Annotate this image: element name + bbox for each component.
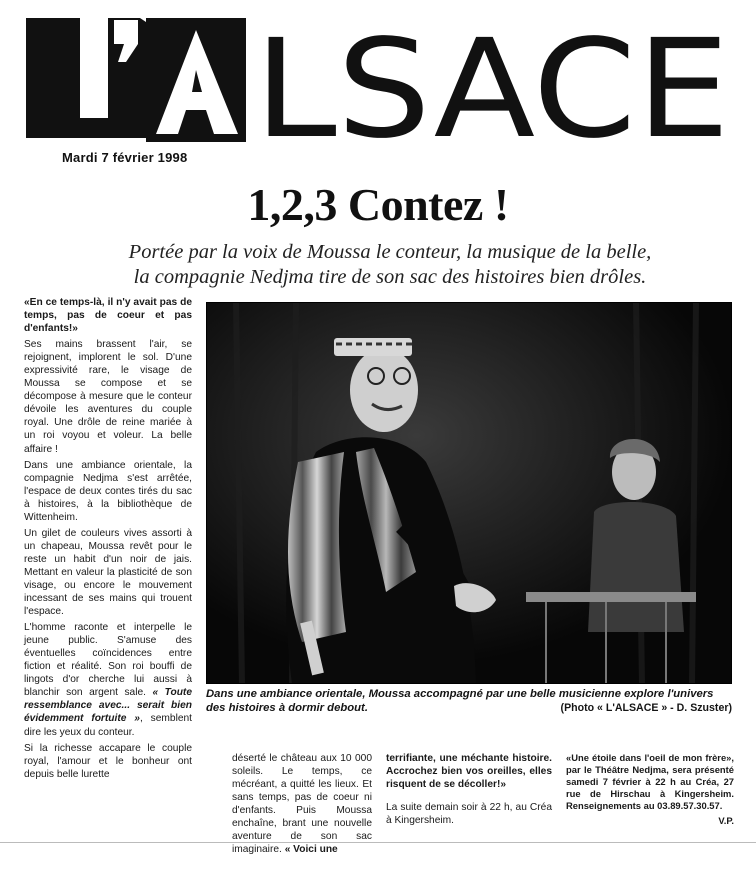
divider [0, 842, 756, 843]
paragraph [24, 621, 192, 738]
paragraph: Si la richesse accapare le couple royal, l'amour et le bonheur ont depuis belle lurette [24, 742, 192, 780]
author-signature: V.P. [718, 815, 734, 826]
masthead-wordmark: LSACE [254, 14, 730, 154]
paragraph-text: déserté le château aux 10 000 soleils. Le temps, ce mécréant, a quitté les lieux. Et sans temps, pas de coeur ni d'enfants. Puis Moussa enchaîne, brant une nouvelle aventure de son sac imaginaire. [232, 753, 372, 856]
publication-date: Mardi 7 février 1998 [62, 150, 188, 165]
article-column-1 [24, 296, 192, 784]
paragraph: Ses mains brassent l'air, se rejoignent, implorent le sol. D'une expressivité rare, le visage de Moussa se compose et se décompose à mesure que le conteur dévoile les aventures du couple royal. Une drôle de reine mariée à un roi voyou et voleur. La belle affaire ! [24, 339, 192, 455]
paragraph: Un gilet de couleurs vives assorti à un chapeau, Moussa revêt pour le reste un habit d'un noir de jais. Mettant en valeur la plasticité de son visage, ou encore le mouvement incessant de ses mains qui trouent l'espace. [24, 527, 192, 618]
photo-illustration [206, 302, 732, 684]
stage-photo [206, 302, 732, 684]
paragraph: Dans une ambiance orientale, la compagnie Nedjma s'est arrêtée, l'espace de deux contes tirés du sac à histoires, à la bibliothèque de Wittenheim. [24, 459, 192, 523]
paragraph: La suite demain soir à 22 h, au Créa à Kingersheim. [386, 802, 552, 827]
quote-text: « Toute ressemblance avec... serait bien évidemment fortuite » [24, 687, 192, 725]
photo-caption [206, 688, 732, 716]
standfirst-line-1: Portée par la voix de Moussa le conteur, la musique de la belle, [128, 241, 652, 263]
headline: 1,2,3 Contez ! [247, 179, 509, 230]
photo-credit: (Photo « L'ALSACE » - D. Szuster) [560, 702, 732, 714]
quote-text: « Voici une [284, 844, 338, 856]
paragraph-text: , semblent dire les yeux du conteur. [24, 713, 192, 738]
paragraph-text: L'homme raconte et interpelle le jeune public. S'amuse des éventuelles coïncidences entre fiction et réalité. Son roi bouffi de lingots d'or cherche lui aussi à blanchir son argent sale. [24, 622, 192, 699]
quote-text: terrifiante, une méchante histoire. Accrochez bien vos oreilles, elles risquent de se décoller!» [386, 753, 552, 791]
article-column-2 [232, 752, 372, 859]
caption-text: Dans une ambiance orientale, Moussa accompagné par une belle musicienne explore l'univers des histoires à dormir debout. [206, 688, 714, 714]
masthead-logo [22, 14, 734, 154]
article-column-3 [386, 752, 552, 830]
paragraph [232, 752, 372, 856]
standfirst [40, 240, 740, 290]
event-info-text: «Une étoile dans l'oeil de mon frère», par le Théâtre Nedjma, sera présenté samedi 7 février à 22 h au Créa, 27 rue de Hirschau à Kingersheim. Renseignements au 03.89.57.30.57. [566, 752, 734, 811]
standfirst-line-2: la compagnie Nedjma tire de son sac des histoires bien drôles. [133, 266, 647, 288]
lead-quote: «En ce temps-là, il n'y avait pas de temps, pas de coeur et pas d'enfants!» [24, 297, 192, 335]
event-info-box [566, 752, 734, 827]
